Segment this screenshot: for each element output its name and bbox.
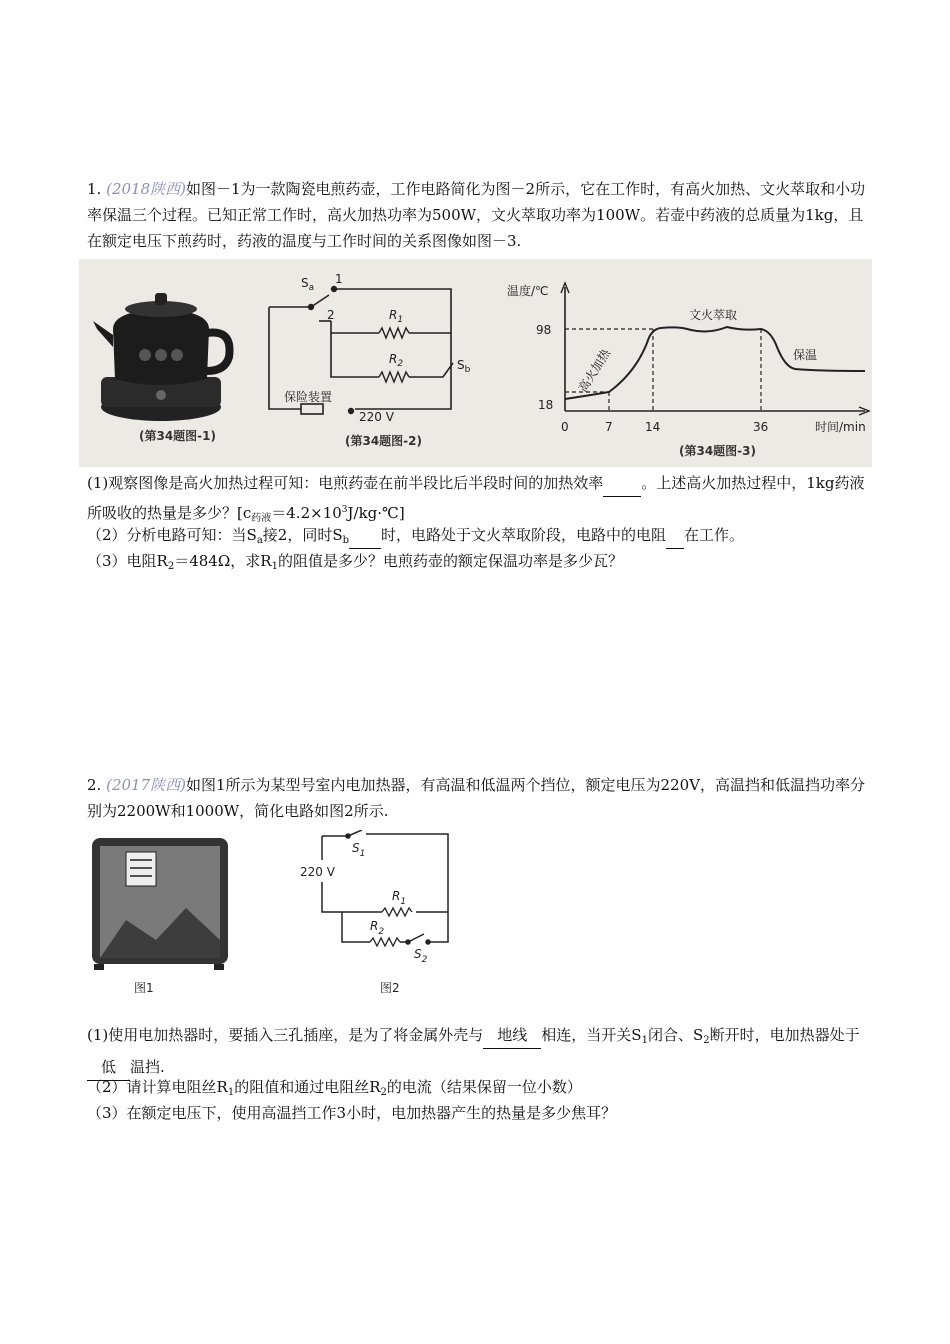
q2-stem-text: 如图1所示为某型号室内电加热器，有高温和低温两个挡位，额定电压为220V，高温挡和低温挡功率分别为2200W和1000W，简化电路如图2所示. <box>87 776 865 820</box>
q1-part2-text-b: 接2，同时S <box>262 526 343 544</box>
q1-sb-label: $S_b$ <box>457 358 471 375</box>
q1-source: (2018陕西) <box>106 180 186 198</box>
q1-blank-resistor[interactable] <box>666 522 684 549</box>
q1-part3-text-b: ＝484Ω，求R <box>174 552 272 570</box>
q1-graph-ylabel: 温度/℃ <box>507 284 549 298</box>
q1-part2-text-d: 在工作。 <box>684 526 745 544</box>
q1-stem <box>87 176 877 254</box>
q1-sa-label: $S_a$ <box>301 276 315 293</box>
q1-fig1-caption: (第34题图-1) <box>139 429 216 443</box>
q1-temperature-graph <box>561 283 869 415</box>
q1-graph-xtick-14: 14 <box>645 420 661 434</box>
q2-fig2-caption: 图2 <box>380 981 400 995</box>
q2-part1-sub2: 2 <box>703 1035 710 1046</box>
q2-part2-sub1: 1 <box>227 1087 235 1098</box>
q1-graph-xtick-7: 7 <box>605 420 613 434</box>
q1-part2-sub1: a <box>256 535 263 546</box>
q1-graph-label-high: 高火加热 <box>575 346 613 395</box>
q1-r2-label: $R_2$ <box>389 352 404 369</box>
q1-graph-ytick-18: 18 <box>538 398 554 412</box>
q1-part2-text-c: 时，电路处于文火萃取阶段，电路中的电阻 <box>381 526 667 544</box>
q1-graph-label-mid: 文火萃取 <box>689 308 738 322</box>
q1-part3-text-a: （3）电阻R <box>87 552 168 570</box>
q2-part3: （3）在额定电压下，使用高温挡工作3小时，电加热器产生的热量是多少焦耳？ <box>87 1104 617 1122</box>
q2-answer-ground[interactable]: 地线 <box>483 1022 541 1049</box>
q1-part3 <box>87 548 877 580</box>
q1-part1-text-b: 。上述高火加热过程中，1kg药液所吸收的热量是多少？[c <box>87 474 865 522</box>
q1-fig2-caption: (第34题图-2) <box>345 434 422 448</box>
q2-figures <box>86 830 466 1000</box>
q2-r1-label: $R_1$ <box>392 889 407 907</box>
q2-source: (2017陕西) <box>106 776 186 794</box>
q2-part2-text-c: 的电流（结果保留一位小数） <box>386 1078 582 1096</box>
q1-blank-efficiency[interactable] <box>603 470 641 497</box>
q1-node2-label: 2 <box>327 308 335 322</box>
q1-number: 1. <box>87 180 102 198</box>
q1-part1-sub: 药液 <box>251 513 272 524</box>
q2-stem <box>87 772 877 824</box>
q2-s2-label: $S_2$ <box>414 947 428 965</box>
q2-number: 2. <box>87 776 102 794</box>
medicine-pot-image <box>93 293 230 421</box>
q1-part1-text-d: J/kg·℃] <box>347 504 405 522</box>
q1-part2-sub2: b <box>342 535 350 546</box>
q2-answer-low[interactable]: 低 <box>87 1054 130 1081</box>
q1-node1-label: 1 <box>335 272 343 286</box>
q1-stem-text: 如图－1为一款陶瓷电煎药壶，工作电路简化为图－2所示，它在工作时，有高火加热、文火萃取和小功率保温三个过程。已知正常工作时，高火加热功率为500W，文火萃取功率为100W。若壶中药液的总质量为1kg，且在额定电压下煎药时，药液的温度与工作时间的关系图像如图－3. <box>87 180 866 250</box>
q1-voltage-label: 220 V <box>359 410 394 424</box>
q2-part2-text-b: 的阻值和通过电阻丝R <box>234 1078 381 1096</box>
q2-r2-label: $R_2$ <box>370 919 385 937</box>
q2-part1-text-d: 断开时，电加热器处于 <box>709 1026 860 1044</box>
q1-part3-sub1: 2 <box>167 561 175 572</box>
q1-part1-text-a: (1)观察图像是高火加热过程可知：电煎药壶在前半段比后半段时间的加热效率 <box>87 474 604 492</box>
q1-graph-ytick-98: 98 <box>536 323 552 337</box>
q2-part2-sub2: 2 <box>380 1087 387 1098</box>
q2-part1-text-c: 闭合、S <box>647 1026 704 1044</box>
q2-fig1-caption: 图1 <box>134 981 154 995</box>
q1-blank-sb-state[interactable] <box>349 522 381 549</box>
q1-graph-xtick-36: 36 <box>753 420 769 434</box>
q1-graph-xlabel: 时间/min <box>815 420 866 434</box>
q1-part2-text-a: （2）分析电路可知：当S <box>87 526 257 544</box>
q1-graph-xtick-0: 0 <box>561 420 569 434</box>
q1-r1-label: $R_1$ <box>389 308 404 325</box>
q1-figure-band <box>79 259 872 467</box>
q1-part3-sub2: 1 <box>271 561 278 572</box>
q1-part1-sup: 3 <box>341 505 348 515</box>
q1-graph-label-keep: 保温 <box>793 348 818 362</box>
q2-part1-text-e: 温挡. <box>130 1058 165 1076</box>
q2-part1 <box>87 1022 877 1081</box>
q1-device-label: 保险装置 <box>284 390 333 404</box>
q1-part1-text-c: ＝4.2×10 <box>271 504 342 522</box>
q2-part1-sub1: 1 <box>641 1035 648 1046</box>
heater-image <box>86 830 466 1000</box>
q2-part1-text-b: 相连，当开关S <box>541 1026 642 1044</box>
q2-s1-label: $S_1$ <box>352 841 366 859</box>
q1-figures <box>79 259 872 467</box>
q1-fig3-caption: (第34题图-3) <box>679 444 756 458</box>
q2-voltage-label: 220 V <box>300 865 335 879</box>
q1-part3-text-c: 的阻值是多少？电煎药壶的额定保温功率是多少瓦？ <box>277 552 623 570</box>
q2-part1-text-a: (1)使用电加热器时，要插入三孔插座，是为了将金属外壳与 <box>87 1026 484 1044</box>
q2-part2-text-a: （2）请计算电阻丝R <box>87 1078 228 1096</box>
